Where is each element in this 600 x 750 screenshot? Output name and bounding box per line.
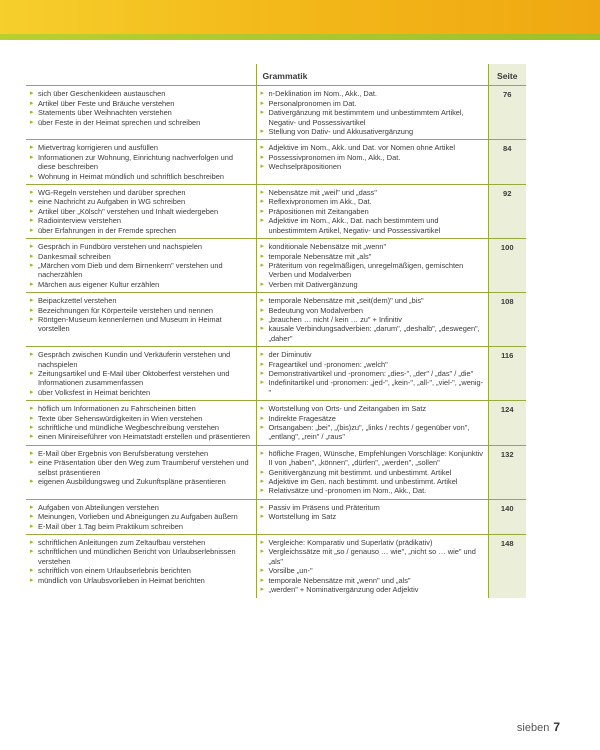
topics-cell [26,140,256,185]
list-item: ▸ Präteritum von regelmäßigen, unregelmäßigen, gemischten Verben und Modalverben [261,261,484,280]
topics-cell [26,535,256,598]
list-item: ▸ schriftlichen und mündlichen Bericht von Urlaubserlebnissen verstehen [30,547,252,566]
list-item: ▸ kausale Verbindungsadverbien: „darum", „deshalb", „deswegen", „daher" [261,324,484,343]
list-item: ▸ höfliche Fragen, Wünsche, Empfehlungen Vorschläge: Konjunktiv II von „haben", „können", „dürfen", „werden", „sollen" [261,449,484,468]
list-item: ▸ Präpositionen mit Zeitangaben [261,207,484,216]
list-item: ▸ Artikel über „Kölsch" verstehen und Inhalt wiedergeben [30,207,252,216]
topics-cell [26,86,256,140]
list-item: ▸ WG-Regeln verstehen und darüber sprechen [30,188,252,197]
list-item: ▸ Radiointerview verstehen [30,216,252,225]
topics-list [30,538,252,585]
topics-cell [26,239,256,293]
list-item: ▸ Vergleiche: Komparativ und Superlativ (prädikativ) [261,538,484,547]
list-item: ▸ eigenen Ausbildungsweg und Zukunftspläne präsentieren [30,477,252,486]
table-row [26,347,526,401]
list-item: ▸ einen Minireiseführer von Heimatstadt erstellen und präsentieren [30,432,252,441]
list-item: ▸ Informationen zur Wohnung, Einrichtung nachverfolgen und diese beschreiben [30,153,252,172]
page-number-cell: 92 [488,185,526,239]
grammar-list [261,143,484,171]
list-item: ▸ der Diminutiv [261,350,484,359]
grammar-list [261,503,484,522]
list-item: ▸ E-Mail über Ergebnis von Berufsberatung verstehen [30,449,252,458]
page-number-cell: 116 [488,347,526,401]
topics-cell [26,347,256,401]
list-item: ▸ Relativsätze und -pronomen im Nom., Akk., Dat. [261,486,484,495]
list-item: ▸ Wohnung in Heimat mündlich und schriftlich beschreiben [30,172,252,181]
list-item: ▸ Ortsangaben: „bei", „(bis)zu", „links / rechts / gegenüber von", „entlang", „rein" / „raus" [261,423,484,442]
table-row [26,499,526,534]
list-item: ▸ schriftlichen Anleitungen zum Zeltaufbau verstehen [30,538,252,547]
header-seite: Seite [488,64,526,86]
contents-table [26,64,526,598]
topics-cell [26,499,256,534]
table-row [26,535,526,598]
table-row [26,293,526,347]
list-item: ▸ Passiv im Präsens und Präteritum [261,503,484,512]
list-item: ▸ höflich um Informationen zu Fahrscheinen bitten [30,404,252,413]
grammar-list [261,350,484,397]
grammar-cell [256,499,488,534]
table-row [26,140,526,185]
table-row [26,401,526,446]
list-item: ▸ eine Präsentation über den Weg zum Traumberuf verstehen und selbst präsentieren [30,458,252,477]
grammar-list [261,242,484,289]
topics-list [30,296,252,334]
page-number-cell: 124 [488,401,526,446]
topics-list [30,503,252,531]
topics-list [30,242,252,289]
page-number-cell: 132 [488,445,526,499]
list-item: ▸ Texte über Sehenswürdigkeiten in Wien verstehen [30,414,252,423]
grammar-cell [256,140,488,185]
grammar-list [261,89,484,136]
list-item: ▸ Artikel über Feste und Bräuche verstehen [30,99,252,108]
list-item: ▸ Verben mit Dativergänzung [261,280,484,289]
list-item: ▸ Beipackzettel verstehen [30,296,252,305]
list-item: ▸ „werden" + Nominativergänzung oder Adjektiv [261,585,484,594]
grammar-cell [256,185,488,239]
page-footer [517,720,560,734]
grammar-cell [256,401,488,446]
list-item: ▸ Indefinitartikel und -pronomen: „jed-", „kein-", „all-", „viel-", „wenig-" [261,378,484,397]
page-number: 7 [553,720,560,734]
list-item: ▸ über Volksfest in Heimat berichten [30,388,252,397]
list-item: ▸ Possessivpronomen im Nom., Akk., Dat. [261,153,484,162]
list-item: ▸ Nebensätze mit „weil" und „dass" [261,188,484,197]
list-item: ▸ sich über Geschenkideen austauschen [30,89,252,98]
list-item: ▸ konditionale Nebensätze mit „wenn" [261,242,484,251]
page-word: sieben [516,722,550,734]
list-item: ▸ Vorsilbe „un-" [261,566,484,575]
table-row [26,239,526,293]
page-number-cell: 100 [488,239,526,293]
header-empty-cell [26,64,256,86]
list-item: ▸ „Märchen vom Dieb und dem Birnenkern" verstehen und nacherzählen [30,261,252,280]
list-item: ▸ Personalpronomen im Dat. [261,99,484,108]
list-item: ▸ Bezeichnungen für Körperteile verstehen und nennen [30,306,252,315]
page-number-cell: 76 [488,86,526,140]
list-item: ▸ n-Deklination im Nom., Akk., Dat. [261,89,484,98]
topics-list [30,143,252,181]
list-item: ▸ „brauchen … nicht / kein … zu" + Infinitiv [261,315,484,324]
grammar-cell [256,293,488,347]
grammar-list [261,449,484,496]
grammar-cell [256,347,488,401]
grammar-list [261,188,484,235]
topics-list [30,404,252,442]
top-banner [0,0,600,40]
list-item: ▸ Märchen aus eigener Kultur erzählen [30,280,252,289]
list-item: ▸ Adjektive im Gen. nach bestimmt. und unbestimmt. Artikel [261,477,484,486]
table-row [26,445,526,499]
list-item: ▸ schriftliche und mündliche Wegbeschreibung verstehen [30,423,252,432]
list-item: ▸ eine Nachricht zu Aufgaben in WG schreiben [30,197,252,206]
topics-cell [26,185,256,239]
list-item: ▸ Wortstellung im Satz [261,512,484,521]
page-number-cell: 148 [488,535,526,598]
list-item: ▸ Demonstrativartikel und -pronomen: „dies-", „der" / „das" / „die" [261,369,484,378]
list-item: ▸ Röntgen-Museum kennenlernen und Museum in Heimat vorstellen [30,315,252,334]
header-grammatik: Grammatik [256,64,488,86]
list-item: ▸ E-Mail über 1.Tag beim Praktikum schreiben [30,522,252,531]
grammar-list [261,404,484,442]
list-item: ▸ Aufgaben von Abteilungen verstehen [30,503,252,512]
banner-accent-stripe [0,34,600,40]
table-header-row [26,64,526,86]
list-item: ▸ Bedeutung von Modalverben [261,306,484,315]
list-item: ▸ Wechselpräpositionen [261,162,484,171]
list-item: ▸ Wortstellung von Orts- und Zeitangaben im Satz [261,404,484,413]
list-item: ▸ Dativergänzung mit bestimmtem und unbestimmtem Artikel, Negativ- und Possessivartikel [261,108,484,127]
list-item: ▸ Dankesmail schreiben [30,252,252,261]
list-item: ▸ über Erfahrungen in der Fremde sprechen [30,226,252,235]
list-item: ▸ Mietvertrag korrigieren und ausfüllen [30,143,252,152]
list-item: ▸ temporale Nebensätze mit „als" [261,252,484,261]
list-item: ▸ Gespräch in Fundbüro verstehen und nachspielen [30,242,252,251]
table-row [26,185,526,239]
grammar-cell [256,445,488,499]
list-item: ▸ Gespräch zwischen Kundin und Verkäuferin verstehen und nachspielen [30,350,252,369]
grammar-list [261,538,484,594]
table-row [26,86,526,140]
grammar-cell [256,535,488,598]
list-item: ▸ Indirekte Fragesätze [261,414,484,423]
list-item: ▸ Frageartikel und -pronomen: „welch" [261,360,484,369]
list-item: ▸ Adjektive im Nom., Akk., Dat. nach bestimmtem und unbestimmtem Artikel, Negativ- und Possessivartikel [261,216,484,235]
topics-list [30,188,252,235]
list-item: ▸ Genitivergänzung mit bestimmt. und unbestimmt. Artikel [261,468,484,477]
list-item: ▸ über Feste in der Heimat sprechen und schreiben [30,118,252,127]
topics-list [30,449,252,487]
page-number-cell: 84 [488,140,526,185]
topics-cell [26,401,256,446]
grammar-list [261,296,484,343]
list-item: ▸ Vergleichssätze mit „so / genauso … wie", „nicht so … wie" und „als" [261,547,484,566]
list-item: ▸ Meinungen, Vorlieben und Abneigungen zu Aufgaben äußern [30,512,252,521]
grammar-cell [256,86,488,140]
page-number-cell: 140 [488,499,526,534]
page-number-cell: 108 [488,293,526,347]
list-item: ▸ Adjektive im Nom., Akk. und Dat. vor Nomen ohne Artikel [261,143,484,152]
grammar-cell [256,239,488,293]
list-item: ▸ mündlich von Urlaubsvorlieben in Heimat berichten [30,576,252,585]
list-item: ▸ Reflexivpronomen im Akk., Dat. [261,197,484,206]
list-item: ▸ Statements über Weihnachten verstehen [30,108,252,117]
list-item: ▸ schriftlich von einem Urlaubserlebnis berichten [30,566,252,575]
list-item: ▸ temporale Nebensätze mit „seit(dem)" und „bis" [261,296,484,305]
list-item: ▸ temporale Nebensätze mit „wenn" und „als" [261,576,484,585]
list-item: ▸ Stellung von Dativ- und Akkusativergänzung [261,127,484,136]
topics-cell [26,445,256,499]
topics-cell [26,293,256,347]
topics-list [30,350,252,397]
topics-list [30,89,252,127]
list-item: ▸ Zeitungsartikel und E-Mail über Oktoberfest verstehen und Informationen zusammenfassen [30,369,252,388]
